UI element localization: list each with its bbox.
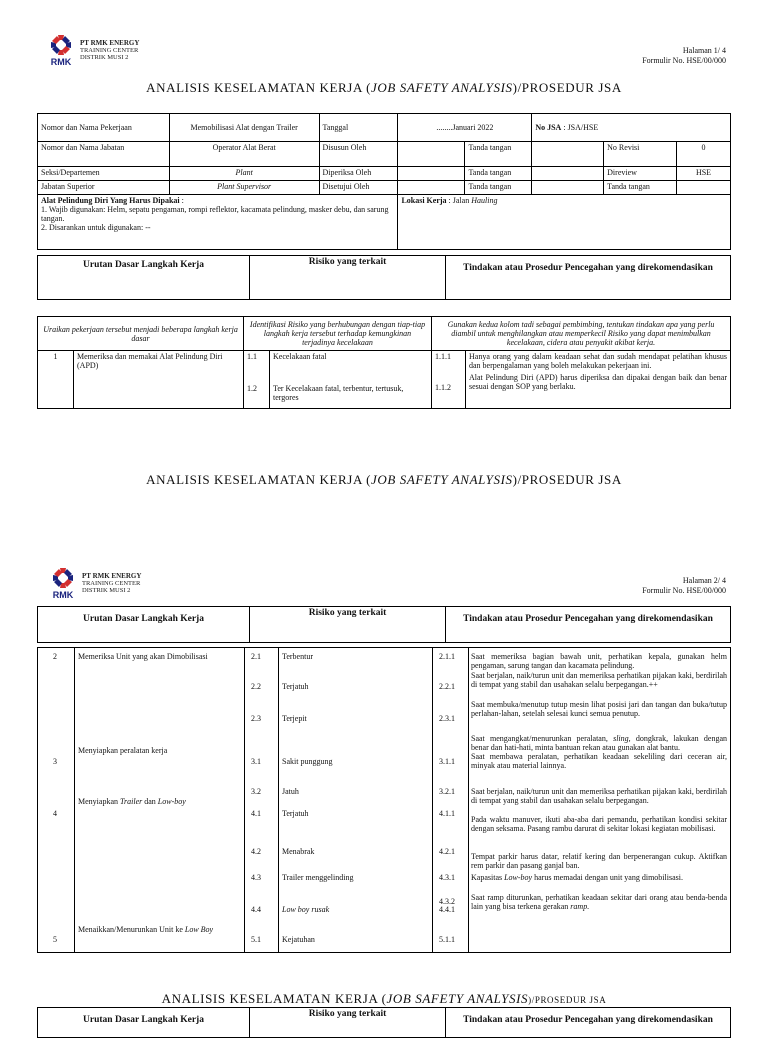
org-block-2 <box>82 573 141 594</box>
risk-no-2-3: 2.3 <box>251 714 261 723</box>
step-5 <box>78 925 240 934</box>
cell-disetujui-ttd <box>398 181 532 195</box>
label-seksi: Seksi/Departemen <box>38 167 170 181</box>
label-tanggal: Tanggal <box>319 114 398 142</box>
risk-no-5-1: 5.1 <box>251 935 261 944</box>
risk-no-4-2: 4.2 <box>251 847 261 856</box>
document-title-3 <box>0 991 768 1007</box>
column-header-2 <box>37 606 731 643</box>
value-jabatan-superior: Plant Supervisor <box>169 181 319 195</box>
step-5-lowboy: Low Boy <box>184 925 214 934</box>
action-4-3-1-pre: Kapasitas <box>471 873 505 882</box>
action-4-2-1: Tempat parkir harus datar, relatif kering dan berpenerangan cukup. Aktifkan rem parkir dan pasang ganjal ban. <box>471 852 727 870</box>
action-2-1-1: Saat memeriksa bagian bawah unit, perhatikan kepala, gunakan helm pengaman, sarung tangan dan kacamata pelindung. <box>471 652 727 670</box>
risk-no-2-1: 2.1 <box>251 652 261 661</box>
step-4-mid: dan <box>142 797 158 806</box>
guide-2: Identifikasi Risiko yang berhubungan dengan tiap-tiap langkah kerja tersebut terhadap kemungkinan terjadinya kecelakaan <box>244 317 432 351</box>
title2-pre: ANALISIS KESELAMATAN KERJA ( <box>146 472 372 487</box>
action-no-5-1-1: 5.1.1 <box>439 935 455 944</box>
cell-diperiksa-ttd <box>398 167 532 181</box>
org-name: PT RMK ENERGY <box>80 39 140 47</box>
label-disetujui: Disetujui Oleh <box>319 181 398 195</box>
risk-1-2: Ter Kecelakaan fatal, terbentur, tertusuk, tergores <box>273 384 404 402</box>
title2-post: )/PROSEDUR JSA <box>512 472 622 487</box>
value-seksi: Plant <box>169 167 319 181</box>
step-3-no: 3 <box>53 757 57 766</box>
risk-3-1: Sakit punggung <box>282 757 333 766</box>
action-1-1-1-no: 1.1.1 <box>435 352 451 361</box>
action-no-2-1-1: 2.1.1 <box>439 652 455 661</box>
title-pre: ANALISIS KESELAMATAN KERJA ( <box>146 80 372 95</box>
step-4-pre: Menyiapkan <box>78 797 120 806</box>
org-line1: TRAINING CENTER <box>80 47 139 54</box>
action-2-3-1: Saat membuka/menutup tutup mesin lihat posisi jari dan tangan dan buka/tutup perlahan-lahan, setelah selesai kunci semua penutup. <box>471 700 727 718</box>
action-3-2-1: Saat berjalan, naik/turun unit dan memeriksa perhatikan pijakan kaki, berdirilah di tempat yang stabil dan usahakan selalu berpegangan. <box>471 787 727 805</box>
rmk-logo-2 <box>48 567 78 605</box>
action-4-3-1-lowboy: Low-boy <box>504 873 533 882</box>
page-info-2 <box>642 576 726 596</box>
step-4-lowboy: Low-boy <box>157 797 186 806</box>
action-3-1-1-pre: Saat mengangkat/menurunkan peralatan, <box>471 734 614 743</box>
row1-no: 1 <box>38 351 74 409</box>
action-2-2-1: Saat berjalan, naik/turun unit dan memeriksa perhatikan pijakan kaki, berdirilah di tempat yang stabil dan usahakan selalu berpegangan.++ <box>471 671 727 689</box>
apd-title: Alat Pelindung Diri Yang Harus Dipakai <box>41 196 180 205</box>
col-urutan-3: Urutan Dasar Langkah Kerja <box>38 1008 250 1038</box>
lokasi-pre: : Jalan <box>446 196 472 205</box>
col-tindakan-2: Tindakan atau Prosedur Pencegahan yang direkomendasikan <box>446 607 731 643</box>
action-1-1-2-no: 1.1.2 <box>435 383 451 392</box>
row1-actions <box>466 351 731 409</box>
step-4-trailer: Trailer <box>120 797 143 806</box>
col-risiko-3: Risiko yang terkait <box>250 1008 446 1038</box>
step-4-no: 4 <box>53 809 57 818</box>
jsa-steps-table-1 <box>37 316 731 409</box>
action-no-4-3-1: 4.3.1 <box>439 873 455 882</box>
title3-post: )/PROSEDUR JSA <box>528 995 607 1005</box>
row1-action-nums <box>432 351 466 409</box>
risk-4-4: Low boy rusak <box>282 905 330 914</box>
document-title-1 <box>0 80 768 96</box>
risk-4-3: Trailer menggelinding <box>282 873 354 882</box>
value-direview: HSE <box>677 167 731 181</box>
value-no-jsa: : JSA/HSE <box>561 123 599 132</box>
row1-risks <box>270 351 432 409</box>
risk-no-4-1: 4.1 <box>251 809 261 818</box>
apd-cell: Alat Pelindung Diri Yang Harus Dipakai : 1. Wajib digunakan: Helm, sepatu pengaman, rompi reflektor, kacamata pelindung, masker debu, dan sarung tangan. 2. Disarankan untuk digunakan: -- <box>38 195 398 250</box>
action-no-2-3-1: 2.3.1 <box>439 714 455 723</box>
col-urutan: Urutan Dasar Langkah Kerja <box>38 256 250 300</box>
step-5-no: 5 <box>53 935 57 944</box>
action-1-1-2: Alat Pelindung Diri (APD) harus diperiksa dan dipakai dengan baik dan benar sesuai dengan SOP yang berlaku. <box>469 373 727 391</box>
value-tanggal: ........Januari 2022 <box>398 114 532 142</box>
org-name-2: PT RMK ENERGY <box>82 572 142 580</box>
jsa-info-table <box>37 113 731 250</box>
action-no-3-1-1: 3.1.1 <box>439 757 455 766</box>
label-tanda-tangan-2: Tanda tangan <box>468 168 512 177</box>
lokasi-cell <box>398 195 731 250</box>
risk-2-2: Terjatuh <box>282 682 309 691</box>
cell-disusun-ttd <box>398 142 532 167</box>
risk-1-2-no: 1.2 <box>247 384 257 393</box>
risk-1-1-no: 1.1 <box>247 352 257 361</box>
action-no-2-2-1: 2.2.1 <box>439 682 455 691</box>
org-line2: DISTRIK MUSI 2 <box>80 54 129 61</box>
action-no-3-2-1: 3.2.1 <box>439 787 455 796</box>
org-block <box>80 40 139 61</box>
label-nomor-pekerjaan: Nomor dan Nama Pekerjaan <box>38 114 170 142</box>
risk-no-2-2: 2.2 <box>251 682 261 691</box>
title3-em: JOB SAFETY ANALYSIS <box>386 991 529 1006</box>
risk-4-1: Terjatuh <box>282 809 309 818</box>
action-no-4-2-1: 4.2.1 <box>439 847 455 856</box>
title3-pre: ANALISIS KESELAMATAN KERJA ( <box>161 991 387 1006</box>
formulir-2: Formulir No. HSE/00/000 <box>642 586 726 595</box>
value-no-revisi: 0 <box>677 142 731 167</box>
risk-2-3: Terjepit <box>282 714 307 723</box>
svg-text:RMK: RMK <box>50 57 72 67</box>
label-jabatan: Nomor dan Nama Jabatan <box>38 142 170 167</box>
value-nama-pekerjaan: Memobilisasi Alat dengan Trailer <box>169 114 319 142</box>
document-title-2 <box>0 472 768 488</box>
col-tindakan-3: Tindakan atau Prosedur Pencegahan yang direkomendasikan <box>446 1008 731 1038</box>
label-jabatan-superior: Jabatan Superior <box>38 181 170 195</box>
column-header-1 <box>37 255 731 300</box>
guide-1: Uraikan pekerjaan tersebut menjadi beberapa langkah kerja dasar <box>38 317 244 351</box>
lokasi-label: Lokasi Kerja <box>401 196 447 205</box>
page2-content <box>37 647 731 953</box>
action-3-1-1 <box>471 734 727 770</box>
column-header-3 <box>37 1007 731 1038</box>
title2-em: JOB SAFETY ANALYSIS <box>371 472 513 487</box>
svg-text:RMK: RMK <box>52 590 74 600</box>
action-4-4-1-ramp: ramp. <box>570 902 590 911</box>
halaman-1: Halaman 1/ 4 <box>682 46 726 55</box>
label-diperiksa: Diperiksa Oleh <box>319 167 398 181</box>
row1-risk-nums <box>244 351 270 409</box>
risk-1-1: Kecelakaan fatal <box>273 352 327 361</box>
col-tindakan: Tindakan atau Prosedur Pencegahan yang direkomendasikan <box>446 256 731 300</box>
org-line2-2: DISTRIK MUSI 2 <box>82 587 131 594</box>
action-1-1-1: Hanya orang yang dalam keadaan sehat dan sudah mendapat pelatihan khusus dan berpengalaman yang boleh melakukan pekerjaan ini. <box>469 352 727 370</box>
risk-2-1: Terbentur <box>282 652 313 661</box>
action-no-4-3-2: 4.3.2 <box>439 897 455 906</box>
col-urutan-2: Urutan Dasar Langkah Kerja <box>38 607 250 643</box>
risk-no-3-1: 3.1 <box>251 757 261 766</box>
risk-5-1: Kejatuhan <box>282 935 315 944</box>
action-4-4-1 <box>471 893 727 911</box>
risk-no-3-2: 3.2 <box>251 787 261 796</box>
formulir-1: Formulir No. HSE/00/000 <box>642 56 726 65</box>
risk-no-4-3: 4.3 <box>251 873 261 882</box>
rmk-logo <box>46 34 76 72</box>
org-line1-2: TRAINING CENTER <box>82 580 141 587</box>
col-risiko-2: Risiko yang terkait <box>250 607 446 643</box>
guide-3: Gunakan kedua kolom tadi sebagai pembimbing, tentukan tindakan apa yang perlu diambil untuk menghilangkan atau memperkecil Risiko yang dapat menimbulkan kecelakaan, cidera atau penyakit akibat kerja. <box>432 317 731 351</box>
lokasi-value: Hauling <box>471 196 498 205</box>
action-no-4-1-1: 4.1.1 <box>439 809 455 818</box>
row1-step: Memeriksa dan memakai Alat Pelindung Diri (APD) <box>74 351 244 409</box>
step-3: Menyiapkan peralatan kerja <box>78 746 168 755</box>
action-4-3-1-post: harus memadai dengan unit yang dimobilisasi. <box>532 873 683 882</box>
step-4 <box>78 797 240 806</box>
label-no-jsa: No JSA <box>535 123 562 132</box>
no-jsa <box>532 114 731 142</box>
action-4-4-1-pre: Saat ramp diturunkan, perhatikan keadaan sekitar dari orang atau benda-benda lain yang bisa terkena gerakan <box>471 893 727 911</box>
action-4-3-1 <box>471 873 727 882</box>
step-2-no: 2 <box>53 652 57 661</box>
apd-item-1: 1. Wajib digunakan: Helm, sepatu pengaman, rompi reflektor, kacamata pelindung, masker debu, dan sarung tangan. <box>41 205 389 223</box>
action-3-1-1-sling: sling <box>613 734 629 743</box>
step-2: Memeriksa Unit yang akan Dimobilisasi <box>78 652 208 661</box>
label-tanda-tangan-3: Tanda tangan <box>468 182 512 191</box>
label-tanda-tangan-1: Tanda tangan <box>468 143 512 152</box>
risk-3-2: Jatuh <box>282 787 299 796</box>
title-em: JOB SAFETY ANALYSIS <box>371 80 513 95</box>
label-direview: Direview <box>604 167 677 181</box>
title-post: )/PROSEDUR JSA <box>512 80 622 95</box>
risk-no-4-4: 4.4 <box>251 905 261 914</box>
page-info-1 <box>642 46 726 66</box>
action-no-4-4-1: 4.4.1 <box>439 905 455 914</box>
label-no-revisi: No Revisi <box>604 142 677 167</box>
col-risiko: Risiko yang terkait <box>250 256 446 300</box>
label-tanda-tangan-4: Tanda tangan <box>604 181 677 195</box>
apd-item-2: 2. Disarankan untuk digunakan: -- <box>41 223 151 232</box>
action-3-1-1-post: , dongkrak, lakukan dengan benar dan hati-hati, minta bantuan rekan atau gunakan alat bantu. <box>471 734 727 752</box>
risk-4-2: Menabrak <box>282 847 315 856</box>
step-5-pre: Menaikkan/Menurunkan Unit ke <box>78 925 185 934</box>
halaman-2: Halaman 2/ 4 <box>682 576 726 585</box>
label-disusun: Disusun Oleh <box>319 142 398 167</box>
action-3-1-1b: Saat membawa peralatan, perhatikan keadaan sekeliling dari ceceran air, minyak atau material lainnya. <box>471 752 727 770</box>
value-jabatan: Operator Alat Berat <box>169 142 319 167</box>
action-4-1-1: Pada waktu manuver, ikuti aba-aba dari pemandu, perhatikan kondisi sekitar dengan seksama. Pasang rambu darurat di sekitar lokasi kegiatan mobilisasi. <box>471 815 727 833</box>
